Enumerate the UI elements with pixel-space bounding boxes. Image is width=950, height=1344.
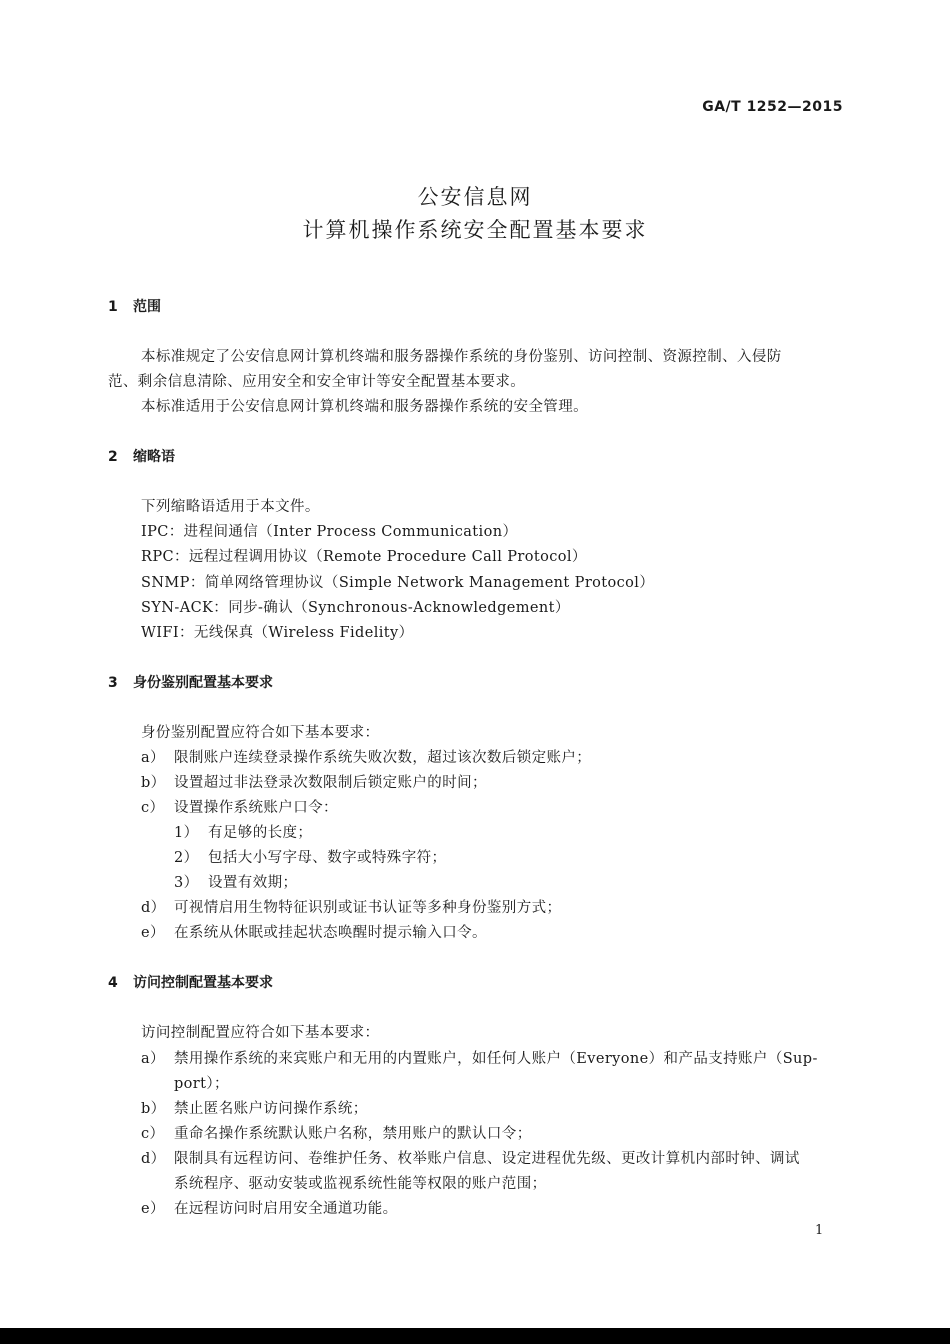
section-4-heading — [108, 972, 273, 992]
list-item-continuation: 系统程序、驱动安装或监视系统性能等权限的账户范围； — [174, 1176, 547, 1192]
section-number: 1 — [108, 299, 118, 315]
section-3-intro: 身份鉴别配置应符合如下基本要求： — [141, 725, 380, 741]
list-marker: a） — [141, 1051, 165, 1067]
section-title: 访问控制配置基本要求 — [133, 975, 273, 991]
section-2-heading — [108, 446, 175, 466]
list-item-text: 在系统从休眠或挂起状态唤醒时提示输入口令。 — [174, 925, 487, 941]
sub-list-marker: 2） — [174, 850, 199, 866]
list-item-text: 禁用操作系统的来宾账户和无用的内置账户，如任何人账户（Everyone）和产品支持账户（Sup- — [174, 1051, 818, 1067]
list-item-text: 重命名操作系统默认账户名称，禁用账户的默认口令； — [174, 1126, 532, 1142]
section-3-heading — [108, 672, 273, 692]
standard-code: GA/T 1252—2015 — [702, 99, 843, 115]
section-number: 3 — [108, 675, 118, 691]
section-1-paragraph: 本标准规定了公安信息网计算机终端和服务器操作系统的身份鉴别、访问控制、资源控制、入侵防 — [141, 349, 782, 365]
abbreviation-item: WIFI：无线保真（Wireless Fidelity） — [141, 625, 414, 641]
sub-list-marker: 1） — [174, 825, 199, 841]
section-title: 身份鉴别配置基本要求 — [133, 675, 273, 691]
sub-list-marker: 3） — [174, 875, 199, 891]
list-item — [141, 1047, 818, 1068]
list-item — [141, 796, 338, 817]
abbreviation-item: IPC：进程间通信（Inter Process Communication） — [141, 524, 518, 540]
list-item-text: 设置操作系统账户口令： — [174, 800, 338, 816]
list-marker: b） — [141, 1101, 166, 1117]
list-item — [141, 771, 487, 792]
list-item — [141, 921, 487, 942]
section-4-intro: 访问控制配置应符合如下基本要求： — [141, 1025, 380, 1041]
sub-list-item — [174, 821, 312, 842]
page-number: 1 — [815, 1223, 824, 1238]
list-marker: c） — [141, 800, 165, 816]
list-item-text: 可视情启用生物特征识别或证书认证等多种身份鉴别方式； — [174, 900, 562, 916]
document-title-line2: 计算机操作系统安全配置基本要求 — [302, 218, 648, 242]
list-marker: d） — [141, 1151, 166, 1167]
sub-list-item — [174, 871, 297, 892]
section-2-intro: 下列缩略语适用于本文件。 — [141, 499, 320, 515]
list-item-text: 在远程访问时启用安全通道功能。 — [174, 1201, 398, 1217]
list-marker: e） — [141, 1201, 165, 1217]
list-item-text: 设置超过非法登录次数限制后锁定账户的时间； — [174, 775, 487, 791]
list-item — [141, 1097, 368, 1118]
list-item-text: 禁止匿名账户访问操作系统； — [174, 1101, 368, 1117]
section-1-heading — [108, 296, 161, 316]
list-item-continuation: port）； — [174, 1076, 229, 1092]
list-item — [141, 1147, 800, 1168]
list-marker: d） — [141, 900, 166, 916]
abbreviation-item: SNMP：简单网络管理协议（Simple Network Management Protocol） — [141, 575, 655, 591]
list-marker: b） — [141, 775, 166, 791]
abbreviation-item: SYN-ACK：同步-确认（Synchronous-Acknowledgement） — [141, 600, 570, 616]
section-number: 2 — [108, 449, 118, 465]
sub-list-item-text: 包括大小写字母、数字或特殊字符； — [208, 850, 447, 866]
section-title: 缩略语 — [133, 449, 175, 465]
list-item-text: 限制账户连续登录操作系统失败次数，超过该次数后锁定账户； — [174, 750, 592, 766]
section-title: 范围 — [133, 299, 161, 315]
list-item — [141, 1122, 532, 1143]
list-marker: c） — [141, 1126, 165, 1142]
list-item-text: 限制具有远程访问、卷维护任务、枚举账户信息、设定进程优先级、更改计算机内部时钟、调试 — [174, 1151, 800, 1167]
section-number: 4 — [108, 975, 118, 991]
sub-list-item-text: 有足够的长度； — [208, 825, 313, 841]
sub-list-item — [174, 846, 446, 867]
document-title-line1: 公安信息网 — [417, 185, 533, 209]
bottom-scan-border — [0, 1328, 950, 1344]
list-marker: e） — [141, 925, 165, 941]
section-1-paragraph-continuation: 范、剩余信息清除、应用安全和安全审计等安全配置基本要求。 — [108, 374, 526, 390]
section-1-paragraph: 本标准适用于公安信息网计算机终端和服务器操作系统的安全管理。 — [141, 399, 588, 415]
list-item — [141, 746, 591, 767]
list-item — [141, 896, 561, 917]
sub-list-item-text: 设置有效期； — [208, 875, 298, 891]
list-marker: a） — [141, 750, 165, 766]
abbreviation-item: RPC：远程过程调用协议（Remote Procedure Call Protocol） — [141, 549, 587, 565]
list-item — [141, 1197, 398, 1218]
